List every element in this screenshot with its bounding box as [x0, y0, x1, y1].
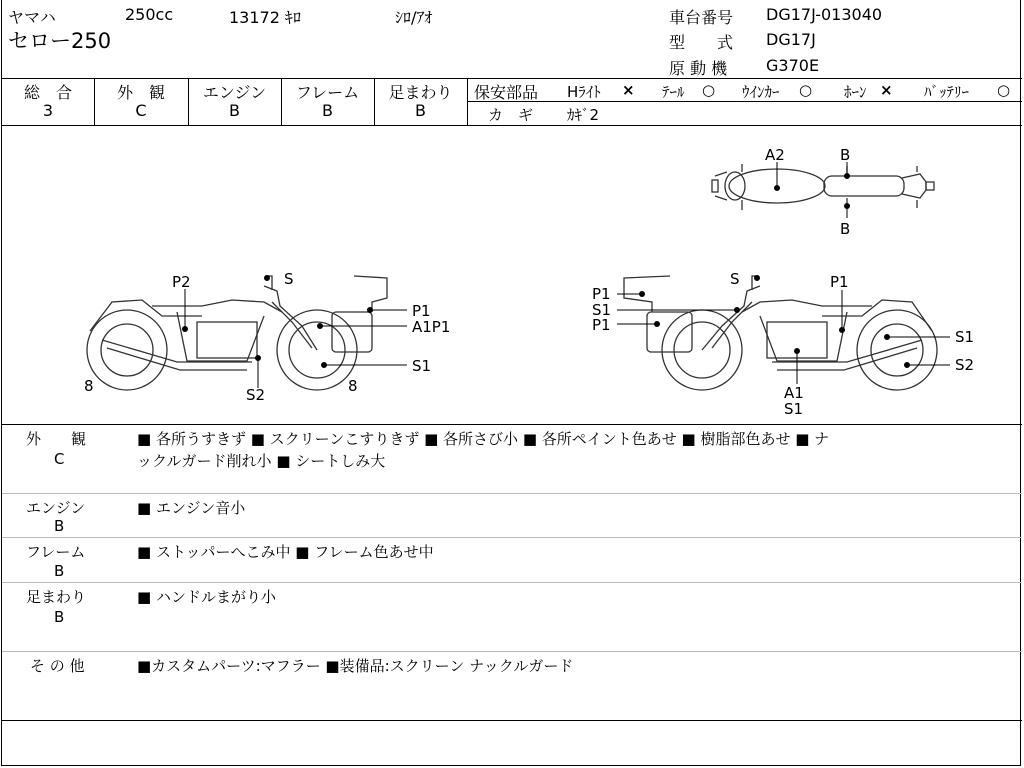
key-value: ｶｷﾞ2 — [567, 106, 600, 124]
left-side-bike — [87, 276, 387, 390]
diag-right-s1c: S1 — [784, 400, 804, 418]
grade-exterior-label: 外 観 — [116, 83, 165, 102]
note-frame-text: ■ ストッパーへこみ中 ■ フレーム色あせ中 — [137, 543, 434, 561]
diag-left-s: S — [284, 270, 294, 288]
safety-headlight-mark: × — [622, 81, 635, 99]
grade-engine-label: エンジン — [202, 83, 267, 102]
model-type-label: 型 式 — [669, 33, 734, 52]
frame-no: DG17J-013040 — [766, 5, 883, 24]
note-suspension-text: ■ ハンドルまがり小 — [137, 588, 276, 606]
note-exterior-title: 外 観 — [26, 430, 87, 448]
safety-label: 保安部品 — [474, 83, 539, 102]
frame-no-label: 車台番号 — [669, 8, 734, 27]
model-type: DG17J — [766, 30, 816, 49]
note-engine-grade: B — [54, 517, 65, 535]
diag-left-s1: S1 — [412, 357, 432, 375]
note-frame-grade: B — [54, 562, 65, 580]
diag-right-s1b: S1 — [955, 328, 975, 346]
model-name: セロー250 — [8, 29, 112, 53]
diag-right-s1a: S1 — [592, 301, 612, 319]
maker: ヤマハ — [8, 8, 56, 27]
diag-right-p1c: P1 — [830, 273, 849, 291]
diag-right-s: S — [730, 270, 740, 288]
note-other-text: ■カスタムパーツ:マフラー ■装備品:スクリーン ナックルガード — [137, 657, 574, 675]
safety-horn-mark: × — [880, 81, 893, 99]
diag-left-s2: S2 — [246, 386, 266, 404]
note-other-title: そ の 他 — [30, 657, 85, 675]
engine-label: 原 動 機 — [669, 59, 728, 78]
inspection-sheet — [1, 0, 1021, 766]
safety-battery-mark: ○ — [997, 81, 1011, 99]
grade-frame-label: フレーム — [295, 83, 360, 102]
color: ｼﾛ/ｱｵ — [395, 8, 433, 27]
mileage: 13172 ｷﾛ — [229, 8, 301, 27]
note-suspension-grade: B — [54, 608, 65, 626]
note-exterior-text2: ックルガード削れ小 ■ シートしみ大 — [137, 452, 386, 470]
top-view-bike — [712, 164, 934, 210]
diag-right-s2: S2 — [955, 356, 975, 374]
displacement: 250cc — [125, 5, 174, 24]
diag-right-p1a: P1 — [592, 285, 611, 303]
diag-top-b1: B — [840, 146, 851, 164]
note-engine-text: ■ エンジン音小 — [137, 499, 246, 517]
grade-engine-value: B — [229, 101, 240, 120]
diag-left-a1p1: A1P1 — [412, 318, 451, 336]
safety-tail-mark: ○ — [702, 81, 716, 99]
grade-frame-value: B — [322, 101, 333, 120]
diag-left-8a: 8 — [84, 377, 94, 395]
diag-left-p2: P2 — [172, 273, 191, 291]
grade-total-label: 総 合 — [23, 83, 72, 102]
diag-top-a2: A2 — [765, 146, 785, 164]
safety-tail: ﾃｰﾙ — [662, 83, 685, 101]
diag-right-p1b: P1 — [592, 316, 611, 334]
diag-right-a1: A1 — [784, 384, 804, 402]
diag-top-b2: B — [840, 220, 851, 238]
note-frame-title: フレーム — [26, 543, 86, 561]
safety-winker-mark: ○ — [799, 81, 813, 99]
safety-horn: ﾎｰﾝ — [844, 83, 867, 101]
safety-winker: ｳｲﾝｶｰ — [742, 83, 780, 101]
note-exterior-text1: ■ 各所うすきず ■ スクリーンこすりきず ■ 各所さび小 ■ 各所ペイント色あせ ■ 樹脂部色あせ ■ ナ — [137, 430, 830, 448]
note-suspension-title: 足まわり — [26, 588, 87, 606]
safety-battery: ﾊﾞｯﾃﾘｰ — [924, 83, 970, 101]
diag-left-p1: P1 — [412, 302, 431, 320]
grade-total-value: 3 — [42, 101, 54, 120]
note-engine-title: エンジン — [26, 499, 86, 517]
grade-suspension-value: B — [415, 101, 426, 120]
safety-headlight: Hﾗｲﾄ — [567, 83, 601, 101]
damage-diagram — [2, 126, 1022, 424]
grade-exterior-value: C — [135, 101, 147, 120]
engine-code: G370E — [766, 56, 820, 75]
note-exterior-grade: C — [54, 450, 65, 468]
key-label: カ ギ — [488, 106, 534, 124]
right-side-bike — [624, 276, 937, 390]
diag-left-8b: 8 — [348, 377, 358, 395]
grade-suspension-label: 足まわり — [388, 83, 453, 102]
